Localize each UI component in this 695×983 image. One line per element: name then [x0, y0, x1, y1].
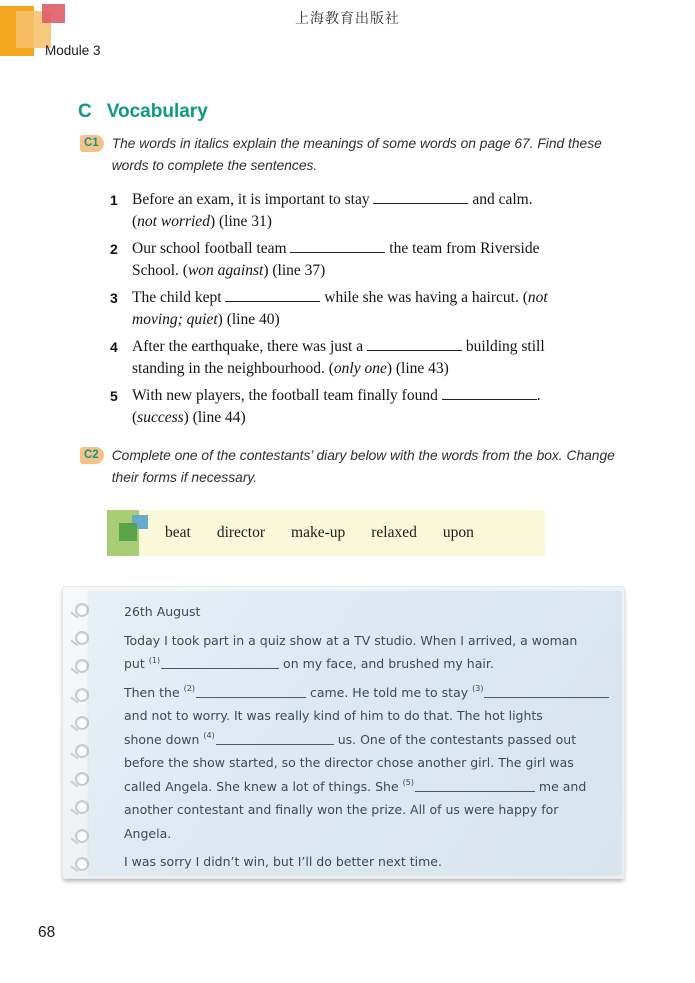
diary-body [124, 629, 612, 874]
diary-paragraph: Today I took part in a quiz show at a TV studio. When I arrived, a woman put $^{(1)}$ on my face, and brushed my hair. [124, 632, 578, 671]
fill-in-blank [442, 387, 537, 400]
blank-number: (3) [472, 684, 484, 694]
word-box-words [165, 510, 474, 556]
diary-date: 26th August [124, 604, 201, 619]
binding-hole-icon [75, 857, 89, 871]
word-box-word: beat [165, 524, 191, 541]
word-box-word: upon [442, 524, 474, 541]
item-number: 1 [110, 192, 118, 208]
binding-strip [63, 587, 91, 878]
exercise-item [110, 336, 615, 379]
item-sentence: Our school football team the team from Riverside School. (won against) (line 37) [132, 240, 540, 279]
fill-in-blank [161, 655, 279, 669]
binding-hole-icon [75, 688, 89, 702]
binding-hole-icon [75, 603, 89, 617]
exercise-item [110, 385, 615, 428]
word-box [107, 510, 545, 556]
c2-instructions: Complete one of the contestants’ diary below with the words from the box. Change their forms if necessary. [111, 448, 615, 485]
fill-in-blank [290, 240, 385, 253]
blank-number: (1) [148, 655, 161, 665]
word-box-word: director [216, 524, 266, 541]
publisher-title: 上海教育出版社 [295, 10, 400, 26]
fill-in-blank [484, 684, 609, 698]
page-number: 68 [38, 924, 56, 941]
blank-number: (5) [402, 778, 414, 788]
diary-paragraph: Then the $^{(2)}$ came. He told me to stay $^{(3)}$ and not to worry. It was really kind of him to do that. The hot lights shone down $^{(4)}$ us. One of the contestants passed out before the show started, so the director chose another girl. The girl was called Angela. She knew a lot of things. She $^{(5)}$ me and another contestant and finally won the prize. All of us were happy for Angela. [124, 681, 612, 846]
item-sentence: The child kept while she was having a haircut. (not moving; quiet) (line 40) [132, 289, 548, 328]
section-letter: C [78, 101, 92, 122]
item-number: 4 [110, 339, 118, 355]
exercise-badge-c1: C1 [80, 135, 104, 152]
binding-hole-icon [75, 772, 89, 786]
diary-paragraph: I was sorry I didn’t win, but I’ll do better next time. [124, 854, 442, 869]
c1-instructions: The words in italics explain the meanings of some words on page 67. Find these words to complete the sentences. [111, 136, 602, 173]
fill-in-blank [367, 338, 462, 351]
blank-number: (4) [203, 731, 215, 741]
diary-note [62, 586, 625, 879]
binding-hole-icon [75, 800, 89, 814]
section-heading [78, 101, 208, 123]
diary-paper [89, 591, 622, 875]
item-sentence: After the earthquake, there was just a building still standing in the neighbourhood. (only one) (line 43) [132, 338, 545, 377]
dark-green-square-decoration [119, 523, 137, 541]
blank-number: (2) [183, 684, 195, 694]
binding-hole-icon [75, 744, 89, 758]
binding-hole-icon [75, 829, 89, 843]
exercise-c1 [80, 133, 625, 176]
item-number: 2 [110, 241, 118, 257]
fill-in-blank [373, 191, 468, 204]
item-sentence: Before an exam, it is important to stay and calm. (not worried) (line 31) [132, 191, 533, 230]
binding-hole-icon [75, 659, 89, 673]
exercise-badge-c2: C2 [80, 447, 104, 464]
binding-hole-icon [75, 716, 89, 730]
exercise-c2 [80, 445, 640, 488]
fill-in-blank [415, 778, 535, 792]
item-number: 3 [110, 290, 118, 306]
exercise-item [110, 238, 615, 281]
fill-in-blank [216, 731, 334, 745]
item-number: 5 [110, 388, 118, 404]
fill-in-blank [196, 684, 306, 698]
word-box-word: make-up [291, 524, 346, 541]
exercise-item [110, 287, 615, 330]
fill-in-blank [225, 289, 320, 302]
exercise-item [110, 189, 615, 232]
word-box-word: relaxed [371, 524, 417, 541]
module-label: Module 3 [45, 43, 101, 58]
section-title: Vocabulary [106, 101, 208, 122]
binding-hole-icon [75, 631, 89, 645]
item-sentence: With new players, the football team finally found . (success) (line 44) [132, 387, 541, 426]
c1-item-list [110, 189, 615, 434]
